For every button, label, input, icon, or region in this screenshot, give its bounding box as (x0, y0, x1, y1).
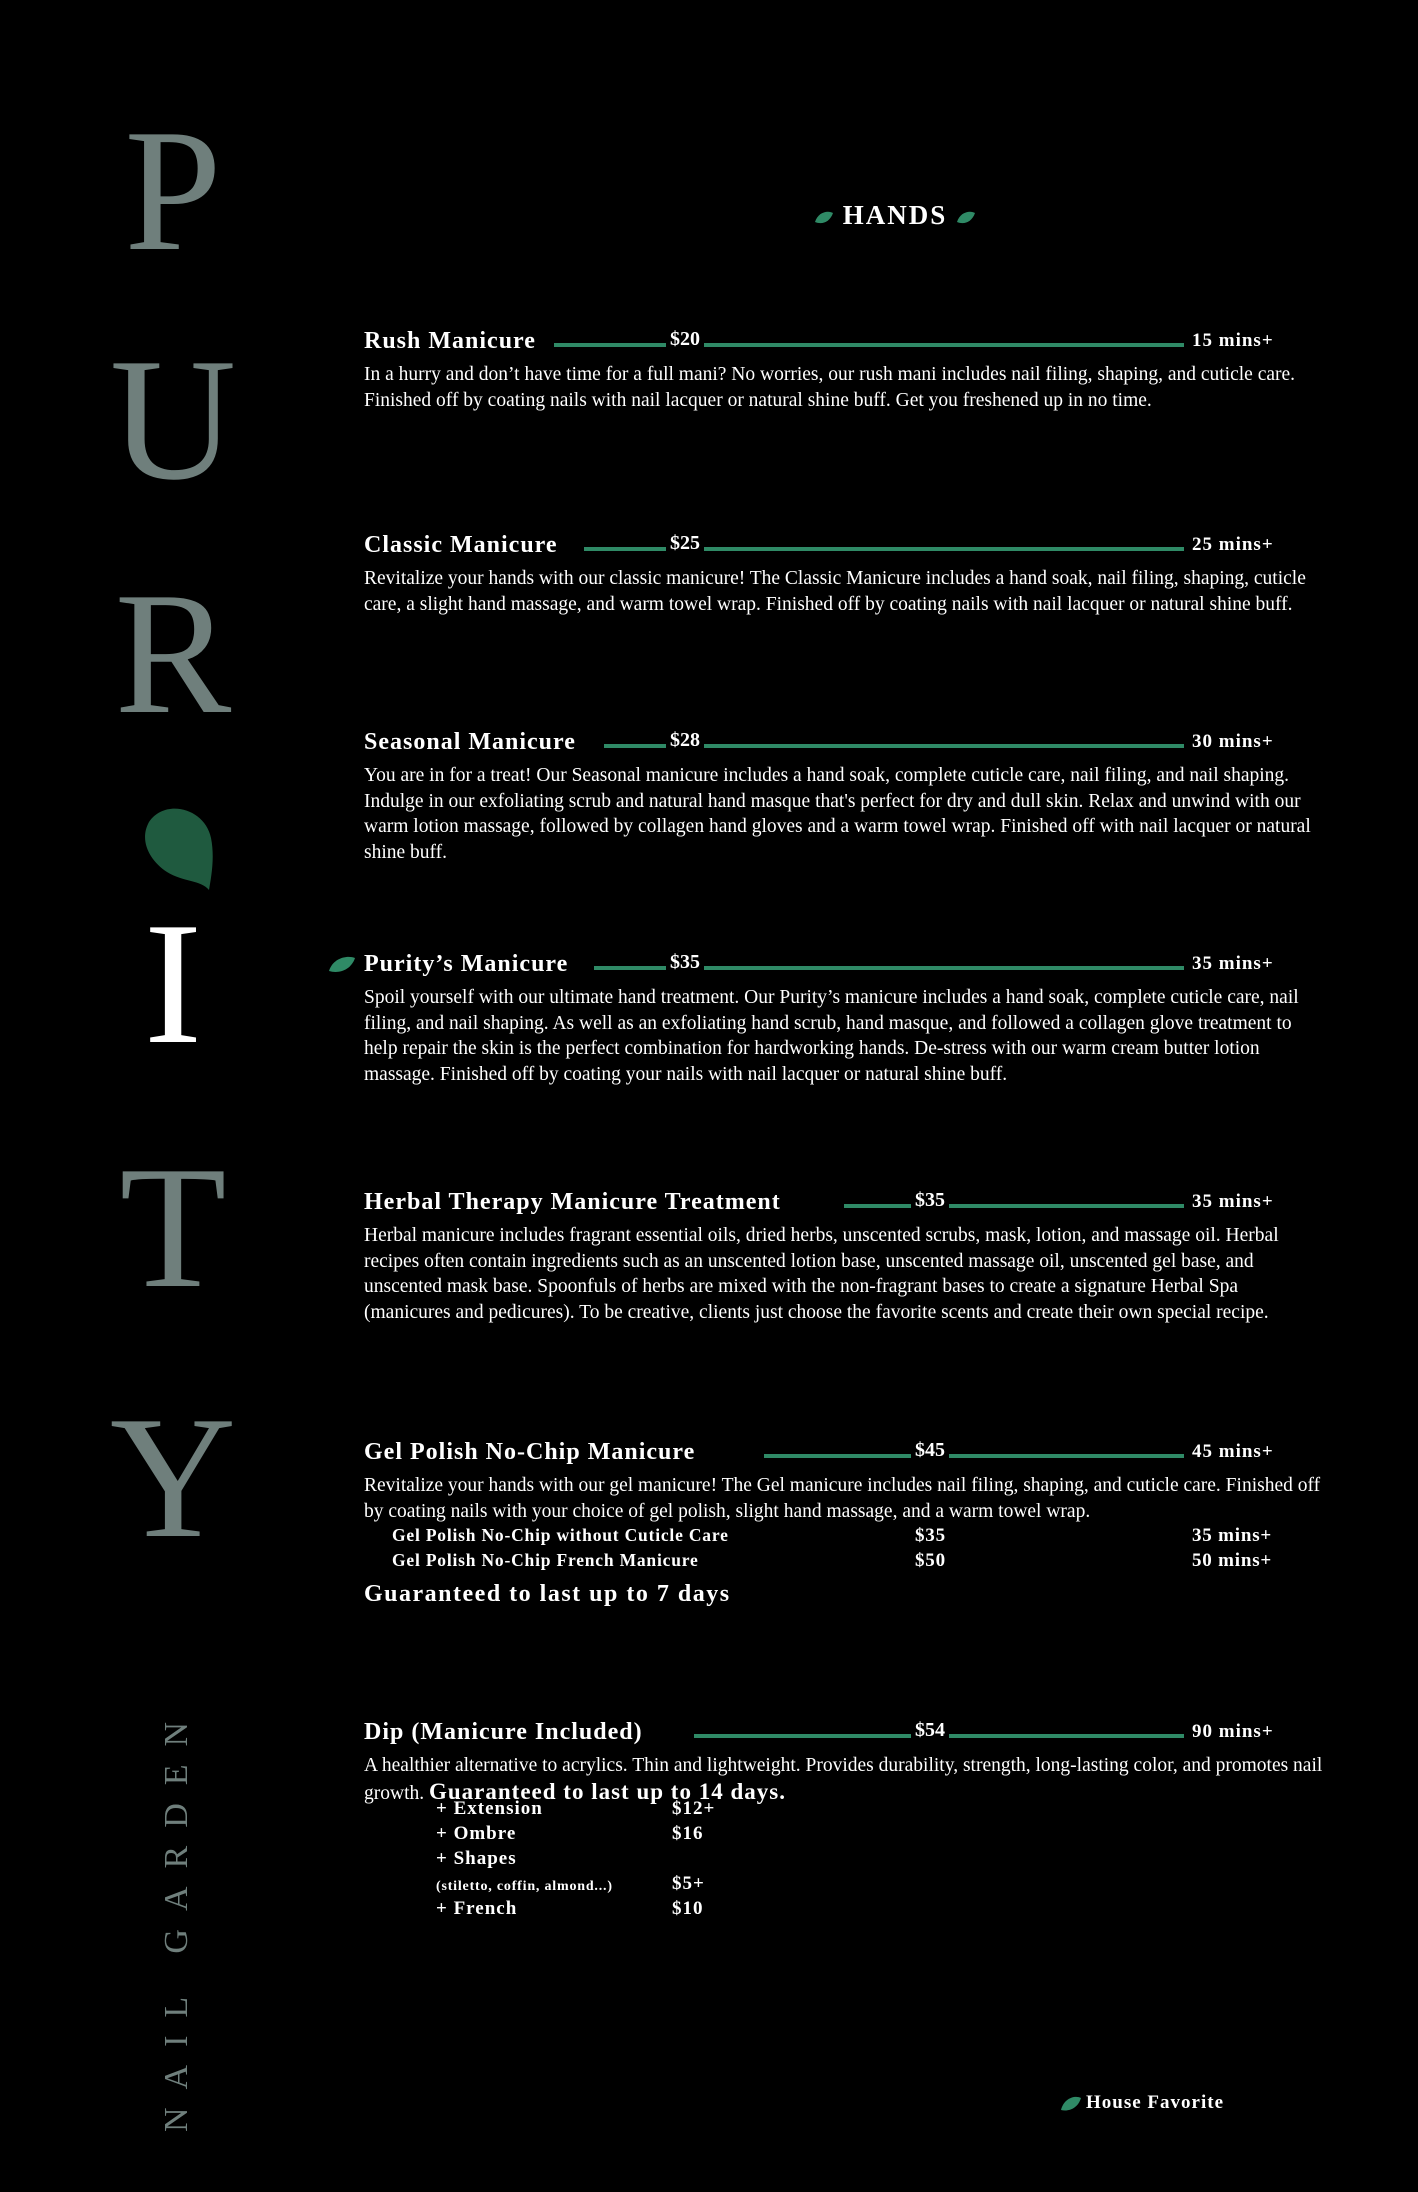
service-price: $25 (666, 532, 704, 555)
guarantee-text: Guaranteed to last up to 14 days. (429, 1778, 786, 1804)
leaf-icon (1060, 2095, 1082, 2112)
service-price: $28 (666, 729, 704, 752)
service-time: 25 mins+ (1188, 534, 1274, 556)
brand-letter-r: R (114, 556, 232, 750)
variant-row (364, 1550, 1324, 1575)
service-name: Seasonal Manicure (364, 729, 580, 756)
service-name: Classic Manicure (364, 532, 562, 559)
service-seasonal-manicure (364, 729, 1324, 865)
service-description: Spoil yourself with our ultimate hand treatment. Our Purity’s manicure includes a hand soak, complete cuticle care, nail filing, and nail shaping. As well as an exfoliating hand scrub, hand masque, and followed a collagen glove treatment to help repair the skin is the perfect combination for hardworking hands. De-stress with our warm cream butter lotion massage. Finished off by coating your nails with nail lacquer or natural shine buff. (364, 987, 1299, 1085)
leaf-icon (814, 210, 834, 225)
service-gel-polish (364, 1439, 1324, 1608)
service-time: 15 mins+ (1188, 330, 1274, 352)
service-description: A healthier alternative to acrylics. Thin and lightweight. Provides durability, strength, long-lasting color, and promotes nail growth. Guaranteed to last up to 14 days. (364, 1755, 1323, 1804)
service-dip (364, 1719, 1324, 1806)
service-name: Herbal Therapy Manicure Treatment (364, 1189, 785, 1216)
brand-letter-y: Y (109, 1380, 237, 1574)
brand-letter-p: P (124, 93, 222, 287)
service-description: In a hurry and don’t have time for a full mani? No worries, our rush mani includes nail filing, shaping, and cuticle care. Finished off by coating nails with nail lacquer or natural shine buff. Get you freshened up in no time. (364, 364, 1296, 411)
addon-row (436, 1823, 836, 1848)
service-name: Purity’s Manicure (364, 951, 572, 978)
legend-text: House Favorite (1086, 2092, 1225, 2113)
brand-letter-u: U (109, 322, 237, 516)
addon-price: $5+ (672, 1873, 705, 1894)
variant-row (364, 1525, 1324, 1550)
service-description: Revitalize your hands with our classic manicure! The Classic Manicure includes a hand soak, nail filing, shaping, cuticle care, a slight hand massage, and warm towel wrap. Finished off by coating nails with nail lacquer or natural shine buff. (364, 568, 1306, 615)
service-time: 30 mins+ (1188, 731, 1274, 753)
variant-price: $35 (915, 1525, 946, 1546)
addon-price: $10 (672, 1898, 704, 1919)
variant-time: 35 mins+ (1192, 1525, 1273, 1546)
variant-name: Gel Polish No-Chip French Manicure (392, 1550, 699, 1570)
house-favorite-leaf-icon (327, 954, 357, 974)
addon-price: $12+ (672, 1798, 716, 1819)
addon-row (436, 1848, 836, 1873)
service-time: 45 mins+ (1188, 1441, 1274, 1463)
service-price: $20 (666, 328, 704, 351)
leaf-icon (956, 210, 976, 225)
service-description: You are in for a treat! Our Seasonal manicure includes a hand soak, complete cuticle care, nail filing, and nail shaping. Indulge in our exfoliating scrub and natural hand masque that's perfect for dry and dull skin. Relax and unwind with our warm lotion massage, followed by collagen hand gloves and a warm towel wrap. Finished off with nail lacquer or natural shine buff. (364, 765, 1311, 863)
service-time: 90 mins+ (1188, 1721, 1274, 1743)
service-price: $45 (911, 1439, 949, 1462)
leader-line (844, 1204, 1184, 1208)
service-classic-manicure (364, 532, 1324, 617)
addon-label: + French (436, 1898, 518, 1919)
addons-list (436, 1798, 836, 1923)
brand-letter-t: T (119, 1130, 227, 1324)
service-herbal-therapy (364, 1189, 1324, 1325)
service-price: $35 (666, 951, 704, 974)
service-name: Gel Polish No-Chip Manicure (364, 1439, 699, 1466)
service-name: Dip (Manicure Included) (364, 1719, 647, 1746)
service-puritys-manicure (364, 951, 1324, 1087)
leader-line (554, 343, 1184, 347)
variant-time: 50 mins+ (1192, 1550, 1273, 1571)
addon-label: + Extension (436, 1798, 543, 1819)
service-price: $54 (911, 1719, 949, 1742)
addon-label: + Ombre (436, 1823, 517, 1844)
addon-price: $16 (672, 1823, 704, 1844)
service-rush-manicure (364, 328, 1324, 413)
service-price: $35 (911, 1189, 949, 1212)
variant-price: $50 (915, 1550, 946, 1571)
section-title-text: HANDS (842, 200, 948, 230)
service-time: 35 mins+ (1188, 1191, 1274, 1213)
legend-house-favorite (1060, 2092, 1224, 2114)
service-description: Herbal manicure includes fragrant essential oils, dried herbs, unscented scrubs, mask, lotion, and massage oil. Herbal recipes often contain ingredients such as an unscented lotion base, unscented massage oil, unscented gel base, and unscented mask base. Spoonfuls of herbs are mixed with the non-fragrant bases to create a signature Herbal Spa (manicures and pedicures). To be creative, clients just choose the favorite scents and create their own special recipe. (364, 1225, 1279, 1323)
leader-line (764, 1454, 1184, 1458)
brand-letter-i: I (143, 886, 203, 1080)
service-name: Rush Manicure (364, 328, 540, 355)
addon-row (436, 1898, 836, 1923)
section-title (760, 200, 1030, 231)
addon-label: (stiletto, coffin, almond...) (436, 1879, 613, 1894)
addon-label: + Shapes (436, 1848, 517, 1869)
service-description: Revitalize your hands with our gel manicure! The Gel manicure includes nail filing, shaping, and cuticle care. Finished off by coating nails with your choice of gel polish, slight hand massage, and a warm towel wrap. (364, 1475, 1321, 1522)
addon-row (436, 1798, 836, 1823)
addon-row (436, 1873, 836, 1898)
guarantee-text: Guaranteed to last up to 7 days (364, 1581, 731, 1607)
service-time: 35 mins+ (1188, 953, 1274, 975)
leaf-icon (143, 800, 215, 892)
variant-name: Gel Polish No-Chip without Cuticle Care (392, 1525, 729, 1545)
